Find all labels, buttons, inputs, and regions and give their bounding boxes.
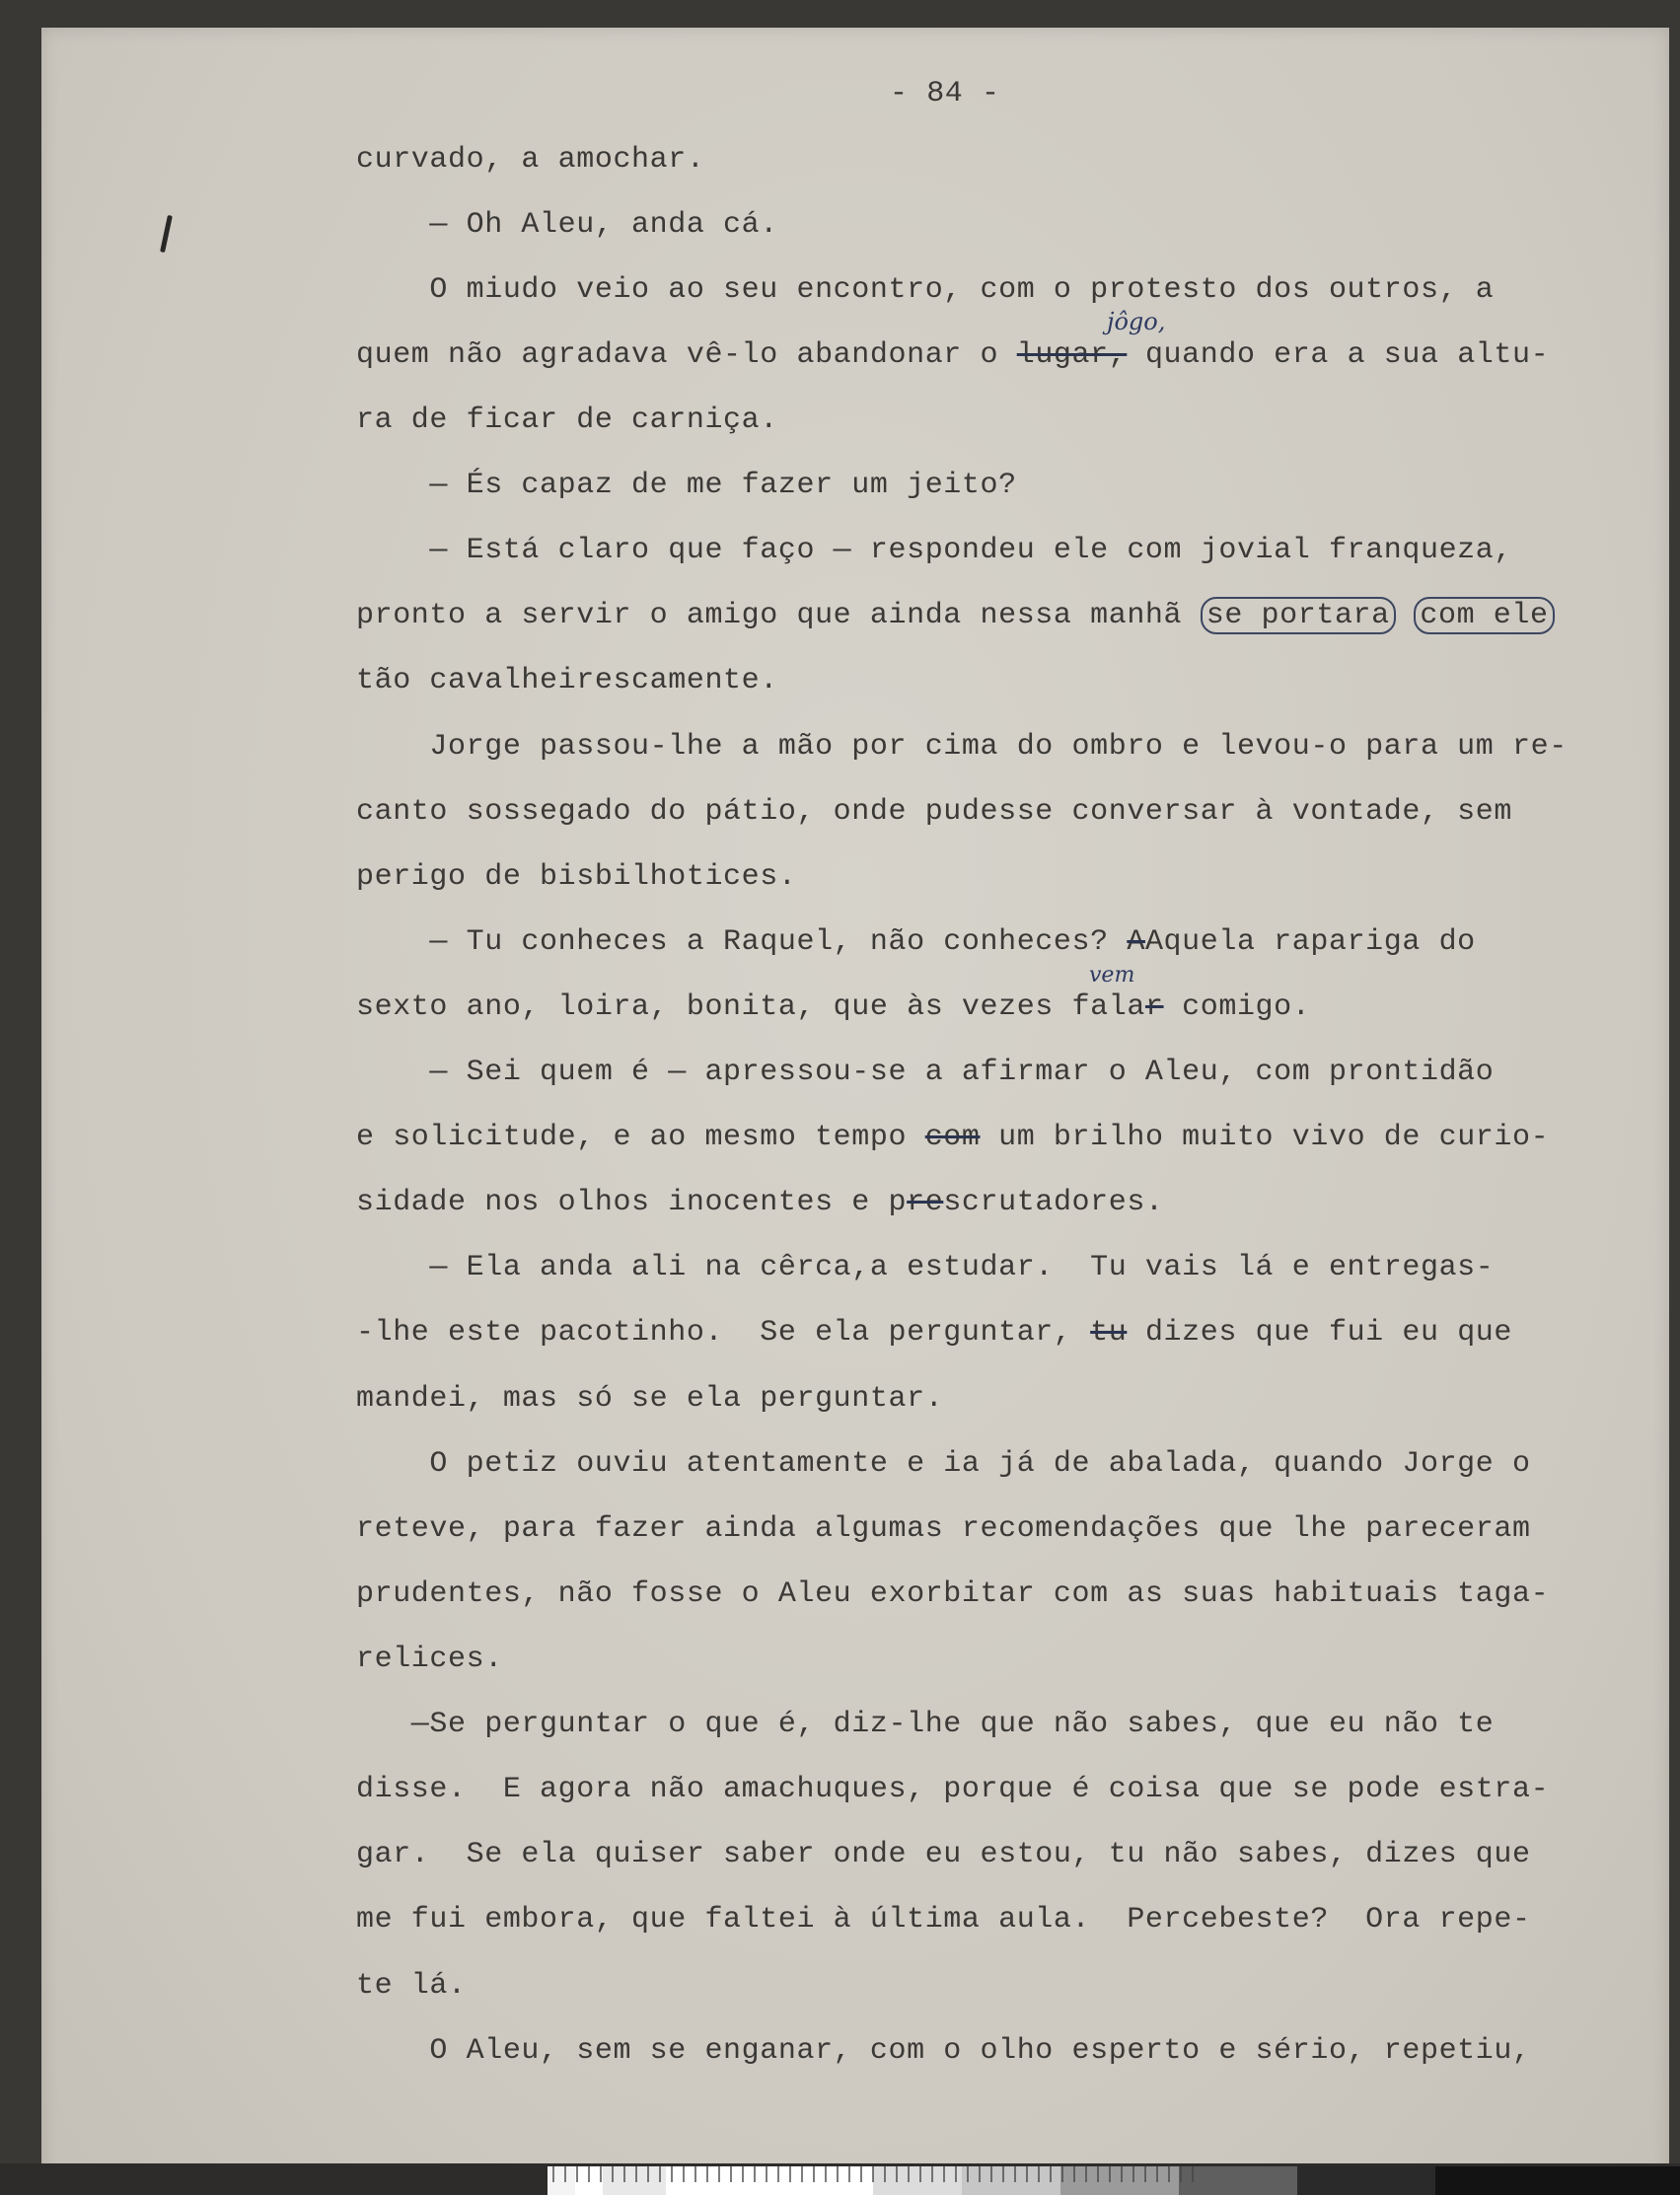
text-line: —Se perguntar o que é, diz-lhe que não sabes, que eu não te [356,1708,1495,1741]
text-line: perigo de bisbilhotices. [356,860,797,894]
text-line: curvado, a amochar. [356,143,705,177]
text-line: disse. E agora não amachuques, porque é coisa que se pode estra- [356,1773,1550,1806]
text-segment: — Tu conheces a Raquel, não conheces? [356,925,1128,959]
text-line-with-correction [356,340,1549,370]
text-segment: pronto a servir o amigo que ainda nessa manhã [356,599,1201,632]
text-segment: -lhe este pacotinho. Se ela perguntar, [356,1316,1091,1350]
text-line: relices. [356,1643,503,1676]
text-line: — Sei quem é — apressou-se a afirmar o Aleu, com prontidão [356,1056,1495,1089]
handwritten-insertion: vem [1089,963,1135,988]
text-line: me fui embora, que faltei à última aula. Percebeste? Ora repe- [356,1903,1531,1937]
text-line: gar. Se ela quiser saber onde eu estou, tu não sabes, dizes que [356,1838,1531,1871]
text-line: te lá. [356,1969,467,2003]
text-line-with-correction [356,992,1310,1022]
struck-word: lugar, [1016,338,1128,372]
text-line: ra de ficar de carniça. [356,403,778,437]
circled-words: se portara [1201,597,1396,634]
text-segment: dizes que fui eu que [1127,1316,1513,1350]
text-line-with-correction [356,1318,1512,1348]
text-line: canto sossegado do pátio, onde pudesse conversar à vontade, sem [356,795,1512,829]
text-segment: scrutadores. [943,1186,1164,1219]
text-line: Jorge passou-lhe a mão por cima do ombro e levou-o para um re- [356,730,1568,764]
text-segment: e solicitude, e ao mesmo tempo [356,1121,925,1154]
text-line: — Está claro que faço — respondeu ele com jovial franqueza, [356,534,1512,567]
text-segment: sidade nos olhos inocentes e [356,1186,889,1219]
text-segment: sexto ano, loira, bonita, que às vezes [356,990,1072,1024]
text-line: O miudo veio ao seu encontro, com o protesto dos outros, a [356,273,1495,307]
struck-letters: re [907,1186,944,1219]
text-segment: Aquela rapariga do [1144,925,1476,959]
text-line: mandei, mas só se ela perguntar. [356,1382,944,1416]
struck-letter: r [1144,990,1164,1024]
text-line: O Aleu, sem se enganar, com o olho esperto e sério, repetiu, [356,2034,1531,2068]
text-line: prudentes, não fosse o Aleu exorbitar com as suas habituais taga- [356,1577,1550,1611]
text-line: tão cavalheirescamente. [356,664,778,697]
text-line: reteve, para fazer ainda algumas recomendações que lhe pareceram [356,1512,1531,1546]
text-line-with-correction [356,927,1476,957]
text-segment: fala [1071,990,1145,1024]
text-segment [1396,599,1415,632]
handwritten-insertion: jôgo, [1107,308,1166,335]
struck-word: com [924,1121,981,1154]
text-line: O petiz ouviu atentamente e ia já de abalada, quando Jorge o [356,1447,1531,1481]
text-line-with-correction [356,1123,1549,1152]
text-segment: p [888,1186,908,1219]
text-line: — Ela anda ali na cêrca,a estudar. Tu vais lá e entregas- [356,1251,1495,1284]
text-segment: quando era a sua altu- [1127,338,1550,372]
struck-letter: A [1127,925,1145,959]
text-segment: quem não agradava vê-lo abandonar o [356,338,1017,372]
text-line-with-correction [356,1188,1164,1217]
text-line: — És capaz de me fazer um jeito? [356,469,1017,502]
ruler-ticks [552,2166,1204,2182]
page-number: - 84 - [890,77,1000,110]
text-line-with-circled-words [356,601,1555,630]
text-segment: comigo. [1163,990,1311,1024]
struck-word: tu [1090,1316,1128,1350]
text-line: — Oh Aleu, anda cá. [356,208,778,242]
text-segment: um brilho muito vivo de curio- [980,1121,1550,1154]
circled-words: com ele [1414,597,1554,634]
